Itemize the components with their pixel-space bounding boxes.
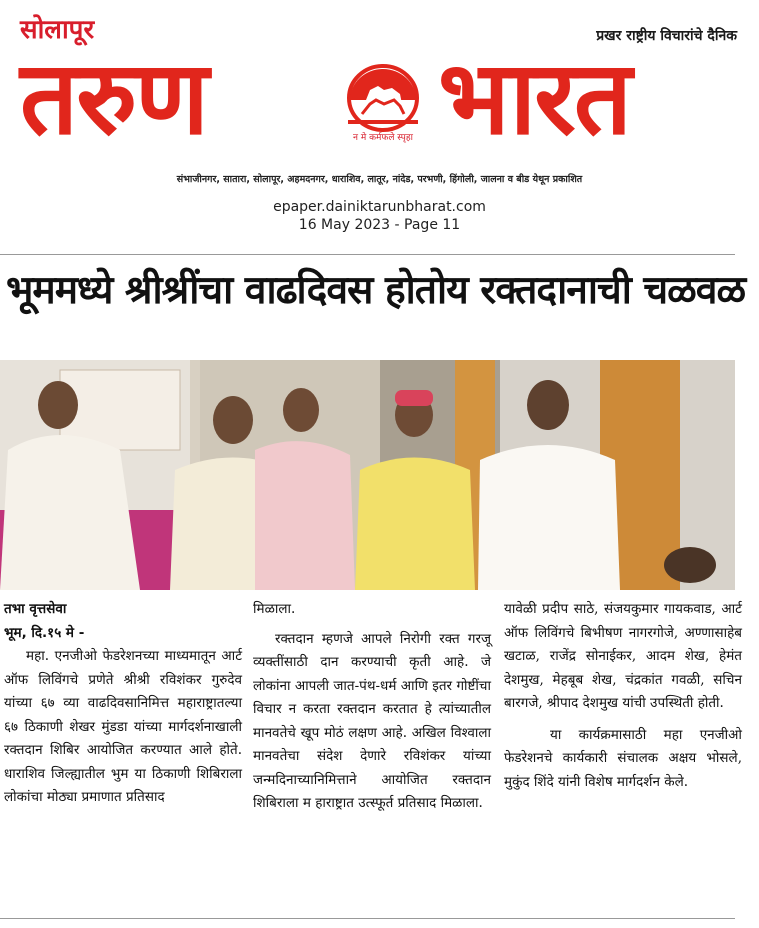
byline-agency: तभा वृत्तसेवा — [4, 601, 67, 617]
masthead-tagline: प्रखर राष्ट्रीय विचारांचे दैनिक — [596, 28, 737, 44]
group-photo-image — [0, 360, 735, 590]
article-paragraph: महा. एनजीओ फेडरेशनच्या माध्यमातून आर्ट ऑफ लिविंगचे प्रणेते श्रीश्री रविशंकर गुरुदेव यांच्या ६७ व्या वाढदिवसानिमित्त महाराष्ट्रातल्या ६७ ठिकाणी शेखर मुंडडा यांच्या मार्गदर्शनाखाली रक्तदान शिबिर आयोजित करण्यात आले होते. धाराशिव जिल्ह्यातील भुम या ठिकाणी शिबिराला लोकांचा मोठ्या प्रमाणात प्रतिसाद — [4, 648, 242, 805]
bottom-rule — [0, 918, 735, 919]
article-column-3 — [504, 598, 742, 794]
article-column-2 — [253, 598, 491, 816]
byline-place-date: भूम, दि.१५ मे - — [4, 624, 85, 641]
article-headline: भूममध्ये श्रीश्रींचा वाढदिवस होतोय रक्तदानाची चळवळ — [6, 268, 746, 313]
article-paragraph: या कार्यक्रमासाठी महा एनजीओ फेडरेशनचे कार्यकारी संचालक अक्षय भोसले, मुकुंद शिंदे यांनी विशेष मार्गदर्शन केले. — [504, 726, 742, 790]
epaper-site: epaper.dainiktarunbharat.com — [273, 199, 486, 215]
logo-motto: न मे कर्मफले स्पृहा — [352, 133, 414, 143]
lion-logo — [340, 60, 426, 156]
publication-cities: संभाजीनगर, सातारा, सोलापूर, अहमदनगर, धाराशिव, लातूर, नांदेड, परभणी, हिंगोली, जालना व बीड येथून प्रकाशित — [176, 174, 583, 185]
top-rule — [0, 254, 735, 255]
epaper-date-page: 16 May 2023 - Page 11 — [298, 217, 461, 233]
brand-title-left: तरुण — [20, 39, 207, 158]
article-paragraph: यावेळी प्रदीप साठे, संजयकुमार गायकवाड, आर्ट ऑफ लिविंगचे बिभीषण नागरगोजे, अण्णासाहेब खटाळ, राजेंद्र सोनाईकर, आदम शेख, हेमंत देशमुख, मेहबूब शेख, चंद्रकांत गवळी, सचिन बारगजे, श्रीपाद देशमुख यांची उपस्थिती होती. — [504, 601, 742, 711]
edition-name: सोलापूर — [20, 15, 95, 45]
epaper-meta — [0, 198, 759, 234]
article-photo — [0, 360, 735, 590]
article-column-1 — [4, 598, 242, 810]
brand-title-right: भारत — [438, 39, 630, 158]
article-paragraph: रक्तदान म्हणजे आपले निरोगी रक्त गरजू व्यक्तींसाठी दान करण्याची कृती आहे. जे लोकांना आपली जात-पंथ-धर्म आणि इतर गोष्टींचा विचार न करता रक्तदान करतात हे त्यांच्यातील मानवतेचे खूप मोठं लक्षण आहे. अखिल विश्वाला मानवतेचा संदेश देणारे रविशंकर यांच्या जन्मदिनाच्यानिमित्ताने आयोजित रक्तदान शिबिराला म हाराष्ट्रात उत्स्फूर्त प्रतिसाद मिळाला. — [253, 630, 491, 811]
masthead — [0, 0, 759, 195]
article-paragraph-continued: मिळाला. — [253, 601, 296, 617]
